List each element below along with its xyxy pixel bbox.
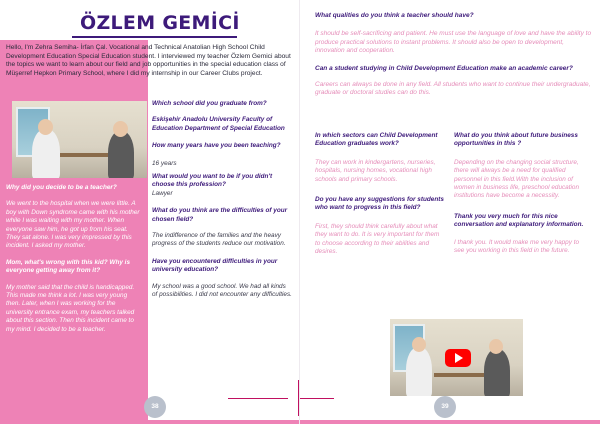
right-top-section	[315, 12, 593, 98]
page-title: ÖZLEM GEMİCİ	[80, 12, 240, 34]
question: What qualities do you think a teacher should have?	[315, 12, 474, 19]
left-column	[6, 184, 142, 334]
decorative-line	[300, 398, 334, 399]
answer: They can work in kindergartens, nurseries, hospitals, nursing homes, vocational high schools and primary schools.	[315, 158, 436, 183]
right-column-1	[315, 132, 445, 256]
bottom-accent-bar	[300, 420, 600, 424]
right-page	[300, 0, 600, 424]
question: Do you have any suggestions for students who want to progress in this field?	[315, 196, 444, 212]
answer: My school was a good school. We had all kinds of possibilities. I did not encounter any difficulties.	[152, 282, 292, 299]
answer: Careers can always be done in any field. All students who want to continue their undergraduate, graduate or doctoral studies can do this.	[315, 81, 591, 97]
question: What do you think about future business opportunities in this ?	[454, 132, 578, 148]
answer: Depending on the changing social structure, there will always be a need for qualified personnel in this field.With the inclusion of women in business life, preschool education institutions have become a necessity.	[454, 158, 580, 200]
question: Mom, what's wrong with this kid? Why is everyone getting away from it?	[6, 258, 131, 275]
question: What would you want to be if you didn't choose this profession?	[152, 173, 273, 189]
right-column-2	[454, 132, 589, 255]
question: Why did you decide to be a teacher?	[6, 184, 117, 191]
middle-column	[152, 100, 292, 300]
youtube-play-icon[interactable]	[445, 349, 471, 367]
question: What do you think are the difficulties of your chosen field?	[152, 207, 288, 223]
page-number-left: 38	[144, 396, 166, 418]
question: In which sectors can Child Development Education graduates work?	[315, 132, 438, 148]
page-number-right: 39	[434, 396, 456, 418]
question: Have you encountered difficulties in your university education?	[152, 257, 278, 274]
bottom-accent-bar	[0, 420, 300, 424]
answer: My mother said that the child is handicapped. This made me think a lot. I was very young then. Later, when I was working for the university entrance exam, my teachers talked about this section. Then this incident came to my mind. I decided to be a teacher.	[6, 283, 135, 333]
intro-paragraph: Hello, I'm Zehra Semiha- İrfan Çal. Vocational and Technical Anatolian High School Child Development Education Special Education student. I interviewed my teacher Özlem Gemici about the topics we want to learn about our field and job opportunities in the special education class of Müşerref Hepkon Primary School, where I did my internship in our Career Clubs project.	[6, 44, 291, 77]
title-underline	[72, 36, 237, 38]
decorative-line	[228, 398, 288, 399]
question: Can a student studying in Child Development Education make an academic career?	[315, 64, 573, 72]
interview-photo	[12, 101, 147, 178]
answer: The indifference of the families and the heavy progress of the students reduce our motivation.	[152, 232, 286, 248]
question: Thank you very much for this nice conversation and explanatory information.	[454, 212, 584, 229]
answer: First, they should think carefully about what they want to do. It is very important for them to choose according to their abilities and desires.	[315, 222, 440, 256]
question: How many years have you been teaching?	[152, 142, 281, 150]
interview-video-thumbnail[interactable]	[390, 319, 523, 396]
answer: It should be self-sacrificing and patient. He must use the language of love and have the ability to produce practical solutions to instant problems. It should also be open to development, innovation and cooperation.	[315, 30, 592, 55]
answer: I thank you. It would make me very happy to see you working in this field in the future.	[454, 238, 580, 255]
answer: We went to the hospital when we were little. A boy with Down syndrome came with his mother while I was waiting with my mother. When everyone saw him, he got up from his seat. They sat alone. I was very impressed by this incident. I asked my mother.	[6, 200, 140, 250]
answer: Lawyer	[152, 189, 173, 197]
question: Which school did you graduate from?	[152, 100, 267, 107]
answer: Eskişehir Anadolu University Faculty of Education Department of Special Education	[152, 116, 285, 132]
answer: 16 years	[152, 159, 177, 167]
decorative-line	[298, 380, 299, 416]
